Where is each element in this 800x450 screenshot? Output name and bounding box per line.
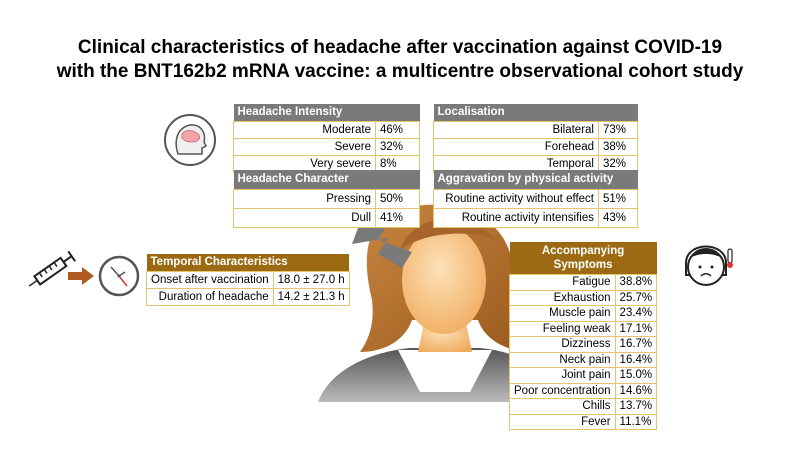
row-value: 50%: [376, 189, 420, 208]
localisation-table: [433, 104, 638, 173]
brain-head-icon: [165, 115, 215, 165]
accompanying-header-line-2: Symptoms: [553, 259, 613, 271]
row-label: Routine activity intensifies: [434, 208, 599, 227]
table-row: [434, 121, 638, 138]
row-value: 38%: [599, 138, 638, 155]
table-row: [234, 208, 420, 227]
row-value: 18.0 ± 27.0 h: [273, 271, 349, 288]
row-label: Muscle pain: [510, 306, 616, 322]
row-value: 46%: [376, 121, 420, 138]
aggravation-table: [433, 170, 638, 228]
row-value: 16.7%: [615, 337, 657, 353]
table-row: [510, 275, 657, 291]
table-row: [510, 306, 657, 322]
row-label: Fatigue: [510, 275, 616, 291]
table-row: [434, 208, 638, 227]
row-label: Pressing: [234, 189, 376, 208]
table-row: [510, 368, 657, 384]
row-label: Bilateral: [434, 121, 599, 138]
row-label: Moderate: [234, 121, 376, 138]
row-value: 14.6%: [615, 383, 657, 399]
row-label: Exhaustion: [510, 290, 616, 306]
table-row: [510, 383, 657, 399]
row-label: Dull: [234, 208, 376, 227]
row-label: Neck pain: [510, 352, 616, 368]
row-value: 14.2 ± 21.3 h: [273, 288, 349, 305]
row-value: 43%: [599, 208, 638, 227]
accompanying-header-line-1: Accompanying: [541, 245, 625, 257]
title-line-1: Clinical characteristics of headache after vaccination against COVID-19: [77, 37, 723, 58]
row-label: Duration of headache: [147, 288, 274, 305]
row-value: 32%: [376, 138, 420, 155]
row-label: Poor concentration: [510, 383, 616, 399]
table-row: [434, 138, 638, 155]
headache-character-header: Headache Character: [234, 170, 420, 189]
row-label: Joint pain: [510, 368, 616, 384]
headache-intensity-table: [233, 104, 420, 173]
table-row: [510, 352, 657, 368]
title-line-2: with the BNT162b2 mRNA vaccine: a multicentre observational cohort study: [56, 61, 744, 82]
table-row: [434, 189, 638, 208]
row-label: Very severe: [234, 155, 376, 172]
row-value: 38.8%: [615, 275, 657, 291]
row-label: Onset after vaccination: [147, 271, 274, 288]
table-row: [234, 121, 420, 138]
row-value: 25.7%: [615, 290, 657, 306]
table-row: [510, 290, 657, 306]
row-label: Severe: [234, 138, 376, 155]
accompanying-header: [510, 242, 657, 275]
syringe-icon: [26, 251, 75, 291]
row-value: 8%: [376, 155, 420, 172]
clock-icon: [100, 257, 138, 295]
row-label: Feeling weak: [510, 321, 616, 337]
row-label: Dizziness: [510, 337, 616, 353]
row-value: 51%: [599, 189, 638, 208]
temporal-header: Temporal Characteristics: [147, 254, 350, 271]
table-row: [510, 399, 657, 415]
table-row: [510, 414, 657, 430]
table-row: [147, 271, 350, 288]
row-label: Temporal: [434, 155, 599, 172]
row-value: 16.4%: [615, 352, 657, 368]
row-value: 15.0%: [615, 368, 657, 384]
table-row: [510, 321, 657, 337]
localisation-header: Localisation: [434, 104, 638, 121]
row-label: Fever: [510, 414, 616, 430]
row-value: 11.1%: [615, 414, 657, 430]
arrow-icon: [68, 267, 94, 285]
row-value: 23.4%: [615, 306, 657, 322]
temporal-characteristics-table: [146, 254, 350, 306]
aggravation-header: Aggravation by physical activity: [434, 170, 638, 189]
table-row: [147, 288, 350, 305]
row-value: 73%: [599, 121, 638, 138]
row-value: 32%: [599, 155, 638, 172]
table-row: [234, 189, 420, 208]
row-value: 41%: [376, 208, 420, 227]
row-label: Chills: [510, 399, 616, 415]
headache-intensity-header: Headache Intensity: [234, 104, 420, 121]
row-label: Forehead: [434, 138, 599, 155]
table-row: [234, 138, 420, 155]
headache-character-table: [233, 170, 420, 228]
row-value: 13.7%: [615, 399, 657, 415]
fever-face-icon: [686, 247, 733, 286]
table-row: [510, 337, 657, 353]
accompanying-symptoms-table: [509, 242, 657, 430]
row-value: 17.1%: [615, 321, 657, 337]
row-label: Routine activity without effect: [434, 189, 599, 208]
